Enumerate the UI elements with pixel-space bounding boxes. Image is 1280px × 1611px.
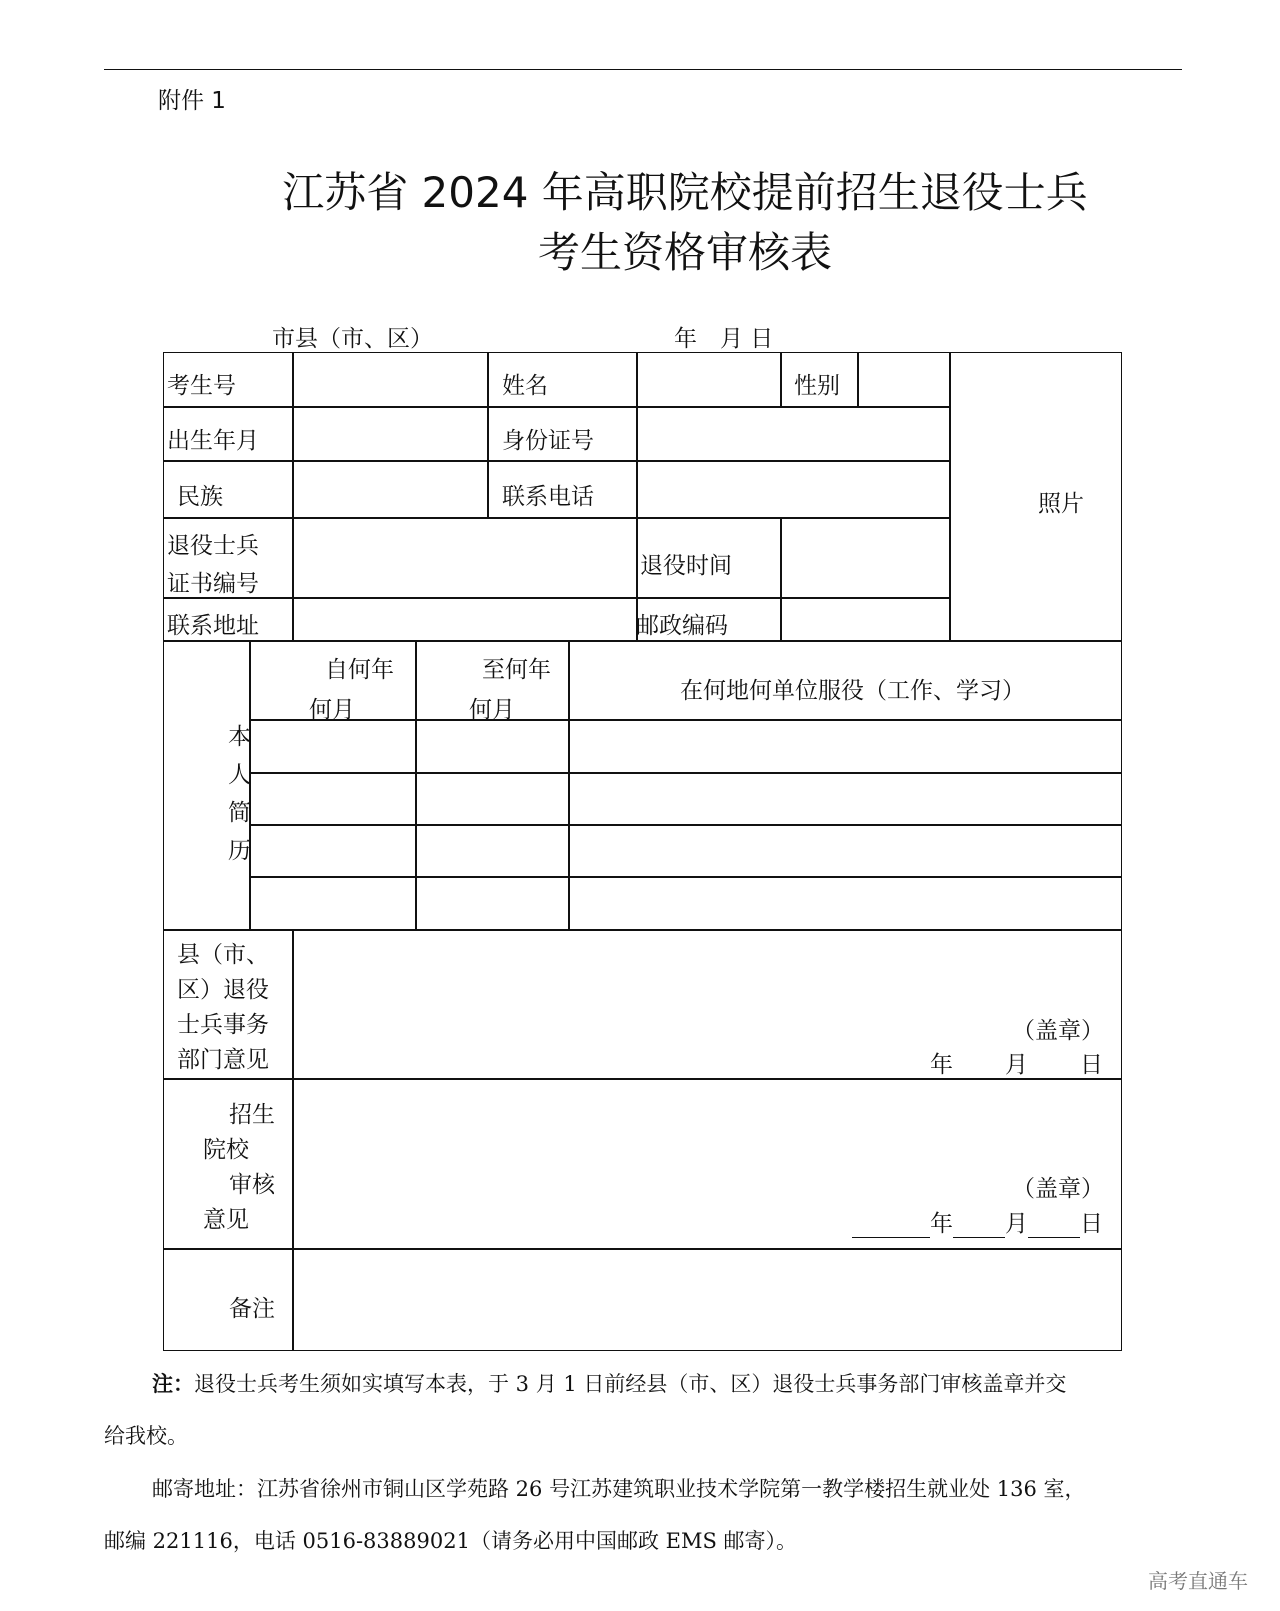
exam-no-field[interactable] bbox=[293, 352, 488, 407]
resume-label-char: 人 bbox=[228, 762, 251, 788]
title-line2: 考生资格审核表 bbox=[537, 228, 832, 277]
gender-field[interactable] bbox=[858, 352, 950, 407]
resume-cell[interactable] bbox=[250, 825, 416, 877]
label-line: 部门意见 bbox=[177, 1047, 269, 1073]
resume-cell[interactable] bbox=[250, 773, 416, 825]
seal-label: （盖章） bbox=[1012, 1176, 1104, 1202]
gender-label: 性别 bbox=[794, 373, 840, 399]
cert-label-line1: 退役士兵 bbox=[167, 533, 259, 559]
seal-label: （盖章） bbox=[1012, 1018, 1104, 1044]
county-label: 市县（市、区） bbox=[272, 326, 433, 352]
name-label: 姓名 bbox=[502, 373, 548, 399]
top-rule bbox=[104, 69, 1182, 70]
year-label: 年 bbox=[930, 1052, 953, 1078]
label-line: 区）退役 bbox=[177, 977, 269, 1003]
note-line1 bbox=[152, 1368, 1066, 1398]
school-opinion-label bbox=[203, 1098, 275, 1238]
month-label: 月 bbox=[1005, 1211, 1028, 1237]
cert-no-field[interactable] bbox=[293, 518, 637, 598]
where-label: 在何地何单位服役（工作、学习） bbox=[680, 678, 1025, 704]
date-label: 年 月 日 bbox=[674, 326, 774, 352]
note-text: 退役士兵考生须如实填写本表，于 3 月 1 日前经县（市、区）退役士兵事务部门审核盖章并交 bbox=[194, 1372, 1067, 1396]
day-label: 日 bbox=[1080, 1052, 1103, 1078]
resume-cell[interactable] bbox=[416, 825, 569, 877]
from-label-line1: 自何年 bbox=[325, 657, 394, 683]
id-no-field[interactable] bbox=[637, 407, 950, 461]
remarks-field[interactable] bbox=[293, 1249, 1122, 1351]
phone-field[interactable] bbox=[637, 461, 950, 518]
title-line1: 江苏省 2024 年高职院校提前招生退役士兵 bbox=[282, 168, 1088, 217]
discharge-time-label: 退役时间 bbox=[640, 553, 732, 579]
day-label: 日 bbox=[1080, 1211, 1103, 1237]
discharge-time-field[interactable] bbox=[781, 518, 950, 598]
resume-cell[interactable] bbox=[416, 877, 569, 930]
to-label-line2: 何月 bbox=[469, 697, 515, 723]
label-line: 院校 bbox=[203, 1137, 249, 1163]
resume-cell[interactable] bbox=[569, 720, 1122, 773]
phone-label: 联系电话 bbox=[502, 484, 594, 510]
resume-cell[interactable] bbox=[569, 877, 1122, 930]
label-line: 审核 bbox=[229, 1172, 275, 1198]
label-line: 意见 bbox=[203, 1207, 249, 1233]
remarks-label: 备注 bbox=[229, 1296, 275, 1322]
resume-cell[interactable] bbox=[569, 825, 1122, 877]
resume-label-char: 历 bbox=[228, 838, 251, 864]
resume-label-char: 本 bbox=[228, 724, 251, 750]
resume-cell[interactable] bbox=[250, 720, 416, 773]
ethnicity-field[interactable] bbox=[293, 461, 488, 518]
resume-label bbox=[228, 718, 251, 870]
note-line2: 给我校。 bbox=[104, 1424, 188, 1448]
label-line: 县（市、 bbox=[177, 942, 269, 968]
watermark: 高考直通车 bbox=[1148, 1569, 1248, 1593]
from-label-line2: 何月 bbox=[309, 697, 355, 723]
to-label-line1: 至何年 bbox=[482, 657, 551, 683]
id-no-label: 身份证号 bbox=[502, 428, 594, 454]
month-label: 月 bbox=[1005, 1052, 1028, 1078]
postcode-field[interactable] bbox=[781, 598, 950, 641]
note-prefix: 注： bbox=[152, 1371, 194, 1396]
date-line bbox=[852, 1205, 1103, 1238]
postcode-label: 邮政编码 bbox=[636, 613, 728, 639]
cert-label-line2: 证书编号 bbox=[167, 571, 259, 597]
birth-field[interactable] bbox=[293, 407, 488, 461]
exam-no-label: 考生号 bbox=[167, 373, 236, 399]
county-opinion-label bbox=[177, 938, 269, 1078]
mail-line1: 邮寄地址：江苏省徐州市铜山区学苑路 26 号江苏建筑职业技术学院第一教学楼招生就业处 136 室， bbox=[152, 1477, 1086, 1501]
resume-cell[interactable] bbox=[416, 773, 569, 825]
mail-line2: 邮编 221116，电话 0516-83889021（请务必用中国邮政 EMS 邮寄）。 bbox=[104, 1529, 798, 1553]
name-field[interactable] bbox=[637, 352, 781, 407]
resume-cell[interactable] bbox=[416, 720, 569, 773]
address-label: 联系地址 bbox=[167, 613, 259, 639]
label-line: 士兵事务 bbox=[177, 1012, 269, 1038]
resume-cell[interactable] bbox=[250, 877, 416, 930]
date-line bbox=[852, 1046, 1103, 1079]
resume-label-char: 简 bbox=[228, 800, 251, 826]
photo-label: 照片 bbox=[1038, 491, 1084, 517]
photo-box[interactable] bbox=[950, 352, 1122, 641]
resume-cell[interactable] bbox=[569, 773, 1122, 825]
attachment-label: 附件 1 bbox=[158, 88, 226, 114]
birth-label: 出生年月 bbox=[167, 428, 259, 454]
ethnicity-label: 民族 bbox=[177, 484, 223, 510]
address-field[interactable] bbox=[293, 598, 637, 641]
label-line: 招生 bbox=[229, 1102, 275, 1128]
year-label: 年 bbox=[930, 1211, 953, 1237]
